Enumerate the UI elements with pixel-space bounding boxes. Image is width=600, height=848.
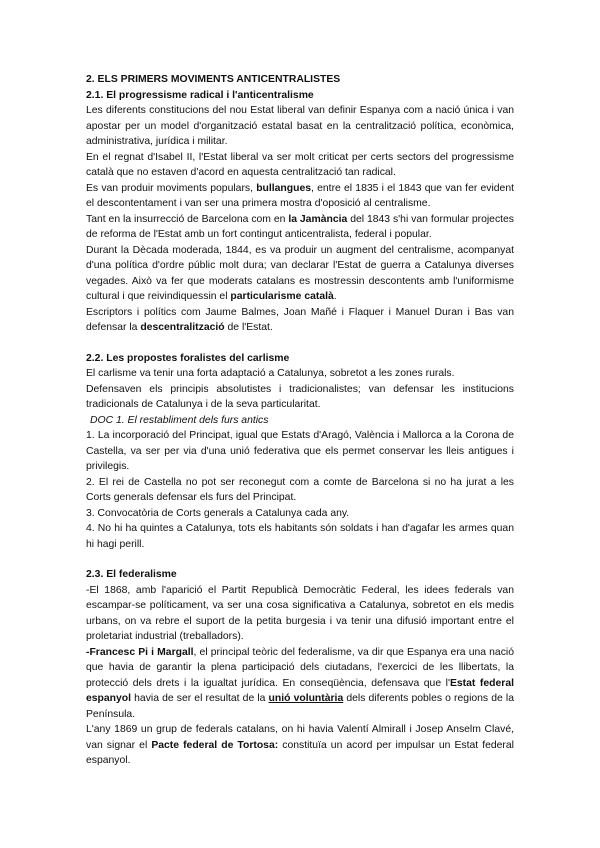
heading-2-3: 2.3. El federalisme — [86, 569, 177, 580]
paragraph: Defensaven els principis absolutistes i tradicionalistes; van defensar les institucions tradicionals de Catalunya i de la seva particularitat. — [86, 383, 514, 410]
paragraph: -El 1868, amb l'aparició el Partit Republicà Democràtic Federal, les idees federals van escampar-se políticament, va ser una cosa significativa a Catalunya, sobretot en els medis urbans, on va rebre el suport de la petita burgesia i va tenir una difusió important entre el proletariat industrial (treballadors). — [86, 584, 514, 642]
paragraph — [86, 243, 514, 305]
heading-2-1: 2.1. El progressisme radical i l'anticentralisme — [86, 89, 314, 101]
heading-2-2: 2.2. Les propostes foralistes del carlisme — [86, 352, 290, 364]
bold-term: Estat federal espanyol — [86, 677, 514, 704]
paragraph — [86, 722, 514, 769]
text: L'any 1869 un grup de federals catalans, on hi havia Valentí Almirall i Josep Anselm Clavé, van signar el — [86, 724, 514, 751]
text: del 1843 s'hi van formular projectes de reforma de l'Estat amb un fort contingut anticentralista, federal i popular. — [86, 213, 515, 240]
document-page — [86, 72, 514, 769]
list-item: 4. No hi ha quintes a Catalunya, tots els habitants són soldats i han d'agafar les armes quan hi hagi perill. — [86, 523, 514, 550]
list-item: 2. El rei de Castella no pot ser reconegut com a comte de Barcelona si no ha jurat a les Corts generals defensar els furs del Principat. — [86, 476, 514, 503]
text: de l'Estat. — [224, 322, 273, 333]
text: , entre el 1835 i el 1843 que van fer evident el descontentament i van ser una primera mostra d'oposició al centralisme. — [86, 182, 515, 209]
paragraph — [86, 305, 514, 336]
spacer — [86, 552, 514, 567]
text: dels diferents pobles o regions de la Península. — [86, 693, 514, 720]
bold-term: descentralització — [140, 322, 225, 333]
text: , el principal teòric del federalisme, va dir que Espanya era una nació que havia de garantir la plena participació dels ciutadans, l'exercici de les llibertats, la protecció dels drets i la igualtat jurídica. En conseqüència, defensava que l' — [86, 646, 514, 689]
underlined-term: unió voluntària — [268, 693, 344, 704]
document-caption: DOC 1. El restabliment dels furs antics — [90, 414, 269, 426]
spacer — [86, 336, 514, 351]
text: Es van produir moviments populars, — [86, 182, 257, 194]
text: . — [333, 291, 337, 302]
list-item: 3. Convocatòria de Corts generals a Catalunya cada any. — [86, 507, 350, 519]
paragraph — [86, 645, 514, 723]
paragraph: El carlisme va tenir una forta adaptació a Catalunya, sobretot a les zones rurals. — [86, 368, 455, 379]
bold-term: la Jamància — [288, 213, 348, 225]
paragraph: Les diferents constitucions del nou Estat liberal van definir Espanya com a nació única i van apostar per un model d'organització estatal basat en la centralització política, econòmica, administrativa, jurídica i militar. — [86, 105, 514, 147]
paragraph — [86, 212, 514, 243]
text: Escriptors i polítics com Jaume Balmes, Joan Mañé i Flaquer i Manuel Duran i Bas van defensar la — [86, 306, 514, 333]
bold-term: Pacte federal de Tortosa: — [151, 739, 279, 751]
text: havia de ser el resultat de la — [131, 693, 269, 704]
text: Durant la Dècada moderada, 1844, es va produir un augment del centralisme, acompanyat d'una política d'ordre públic molt dura; van declarar l'Estat de guerra a Catalunya diverses vegades. Això va fer que moderats catalans es mostressin descontents amb l'uniformisme cultural i que reivindiquessin el — [86, 244, 514, 302]
paragraph: En el regnat d'Isabel II, l'Estat liberal va ser molt criticat per certs sectors del progressisme català que no estaven d'acord en aquesta centralització tan radical. — [86, 151, 514, 178]
bold-term: particularisme català — [230, 291, 334, 302]
bold-term: bullangues — [256, 182, 312, 194]
list-item: 1. La incorporació del Principat, igual que Estats d'Aragó, València i Mallorca a la Corona de Castella, va ser per via d'una unió federativa que els permet conservar les lleis antigues i privilegis. — [86, 430, 514, 472]
section-title: 2. ELS PRIMERS MOVIMENTS ANTICENTRALISTES — [86, 74, 341, 85]
text: Tant en la insurrecció de Barcelona com en — [86, 213, 289, 225]
text: constituïa un acord per impulsar un Estat federal espanyol. — [86, 739, 514, 766]
bold-term: -Francesc Pi i Margall — [86, 646, 194, 658]
paragraph — [86, 181, 514, 212]
